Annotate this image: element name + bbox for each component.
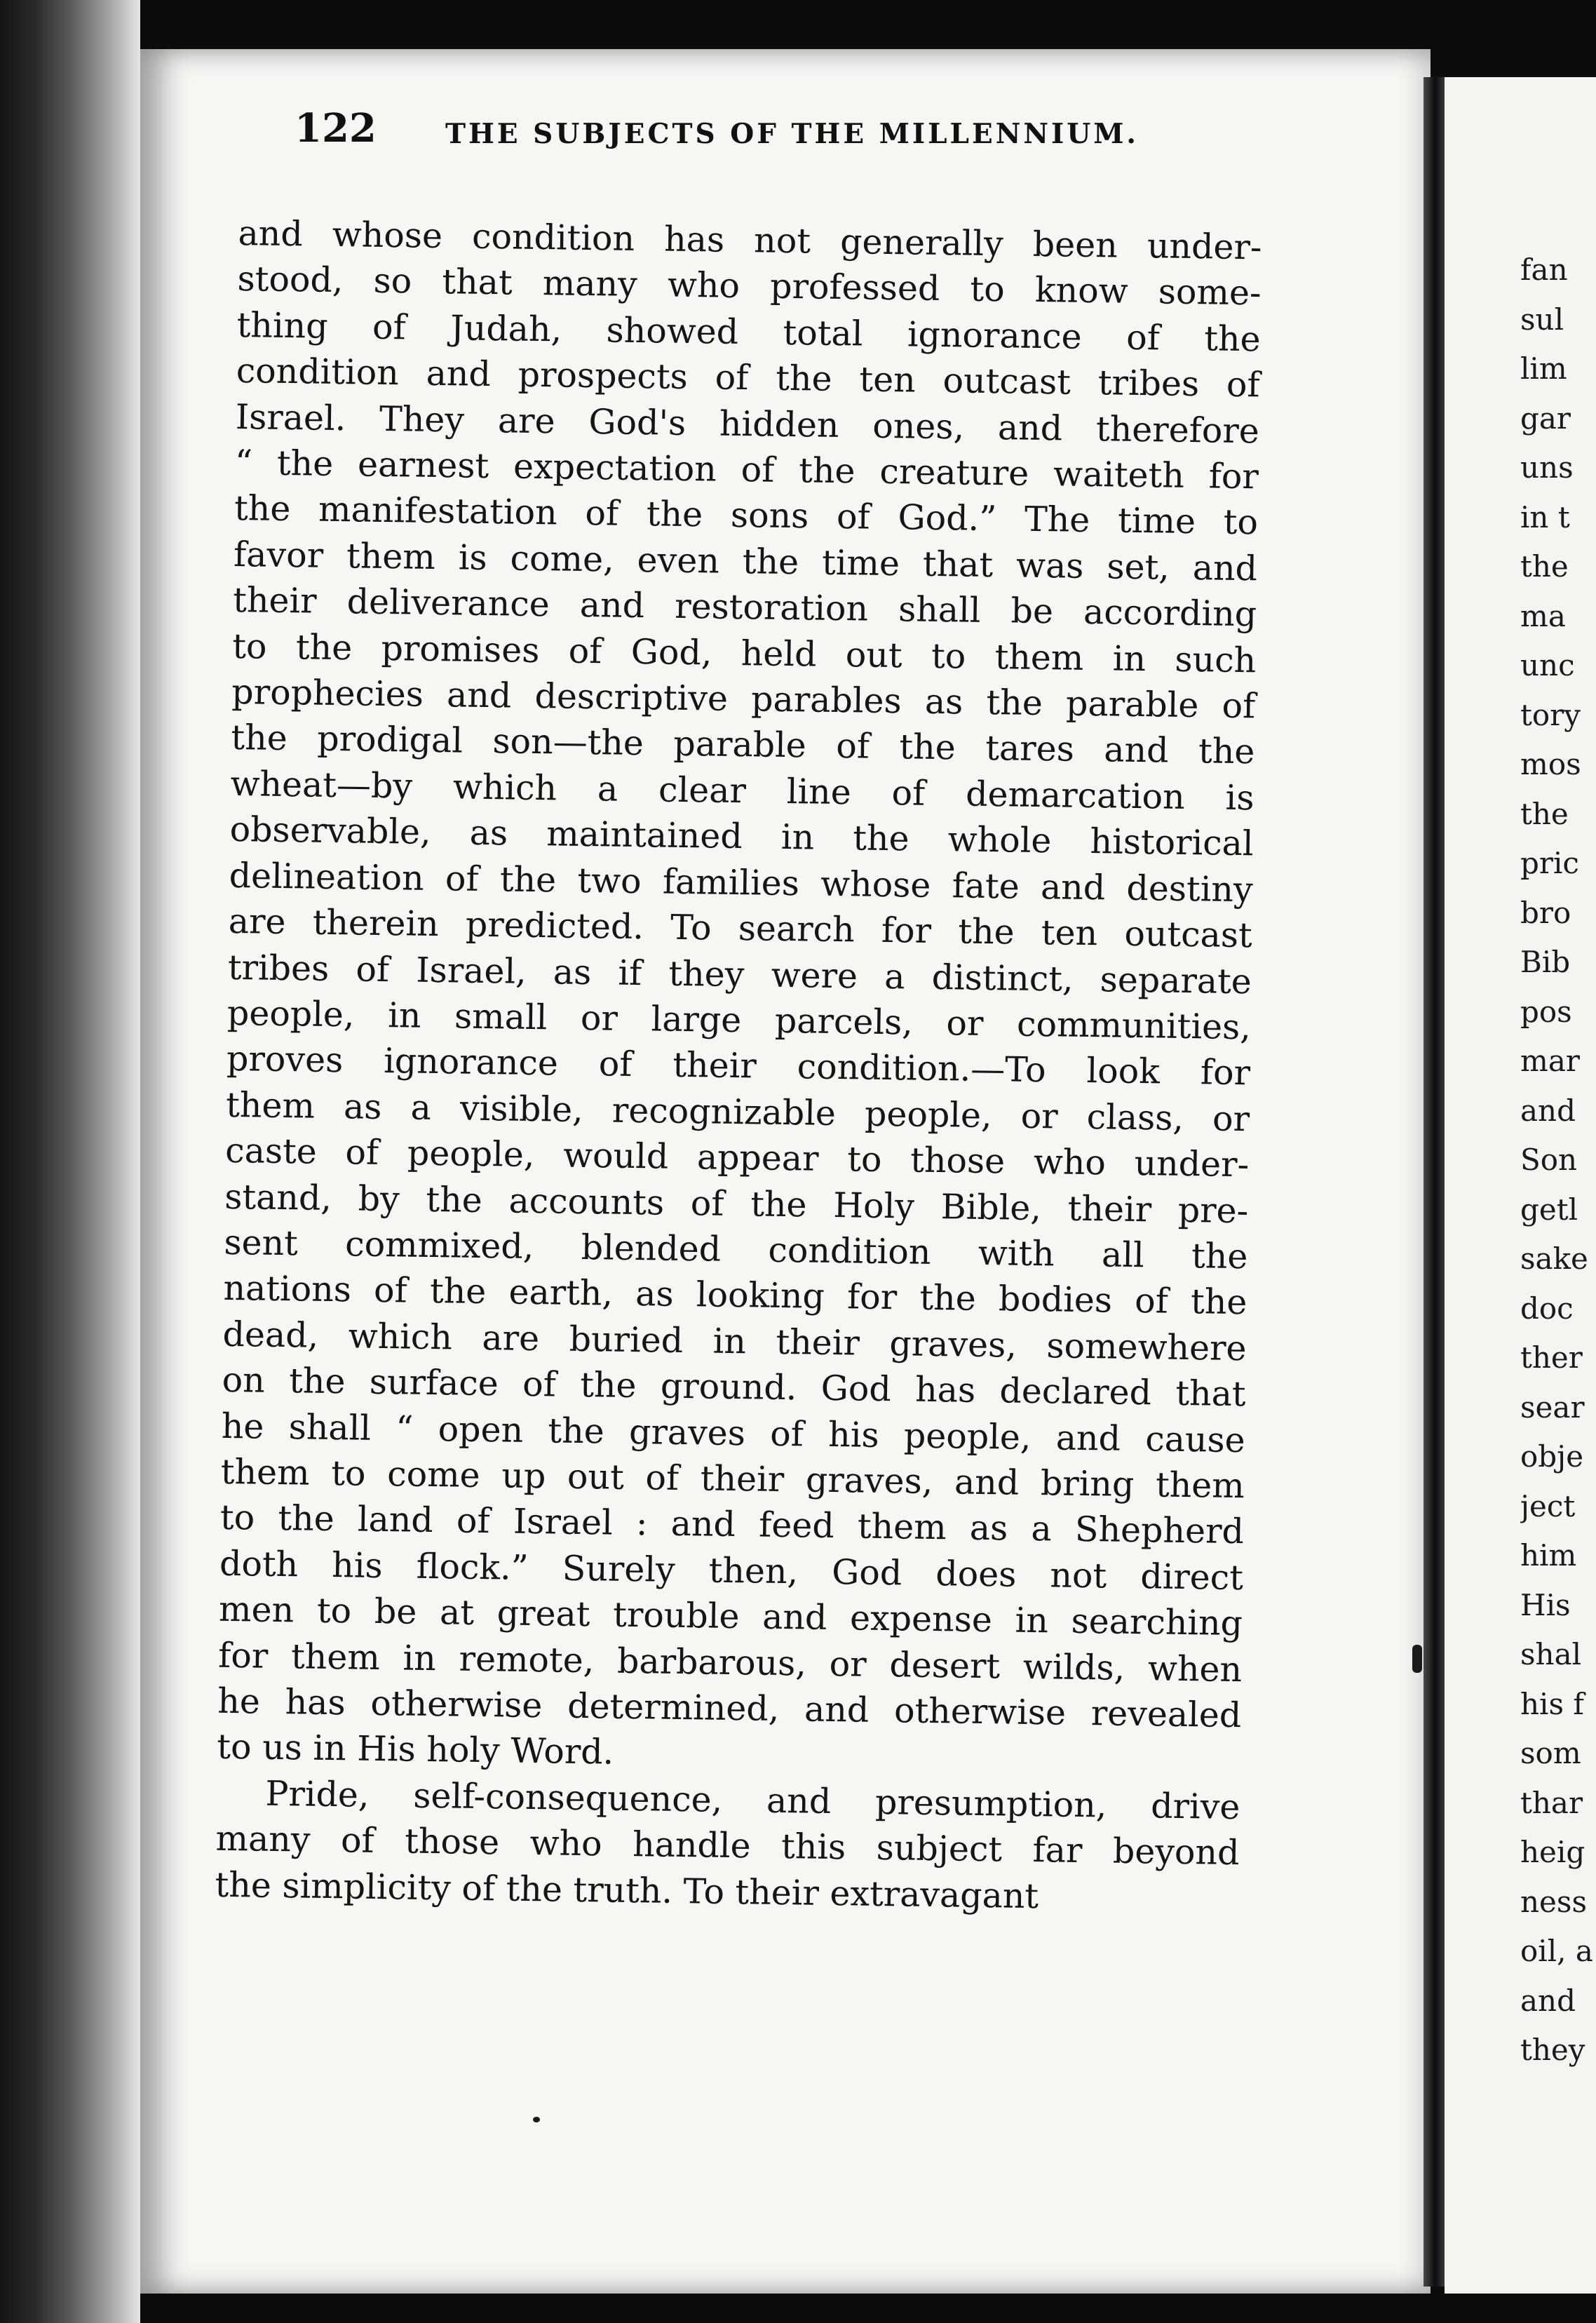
facing-line-fragment: Son (1520, 1143, 1578, 1177)
facing-line-fragment: ness (1520, 1884, 1588, 1919)
text-line: for them in remote, barbarous, or desert wilds, when (217, 1635, 1243, 1690)
text-line: the simplicity of the truth. To their extravagant (215, 1864, 1039, 1916)
paragraph-2 (215, 1770, 1240, 1923)
running-head (295, 105, 1220, 168)
facing-line-fragment: and (1520, 1093, 1576, 1128)
facing-line-fragment: him (1520, 1538, 1577, 1573)
text-line: sent commixed, blended condition with all the (224, 1222, 1248, 1277)
text-line: thing of Judah, showed total ignorance of the (236, 304, 1261, 360)
facing-line-fragment: heig (1520, 1835, 1585, 1869)
paragraph-1 (217, 210, 1262, 1784)
facing-line-fragment: ma (1520, 598, 1566, 633)
text-line: nations of the earth, as looking for the bodies of the (223, 1268, 1247, 1323)
facing-line-fragment: thar (1520, 1785, 1583, 1820)
text-line: stand, by the accounts of the Holy Bible, their pre- (224, 1176, 1249, 1231)
text-line: condition and prospects of the ten outcast tribes of (236, 351, 1261, 405)
facing-line-fragment: shal (1520, 1637, 1582, 1671)
ink-speck (533, 2117, 540, 2122)
facing-line-fragment: oil, a (1520, 1934, 1593, 1968)
text-line: tribes of Israel, as if they were a distinct, separate (227, 947, 1252, 1002)
text-line: prophecies and descriptive parables as the parable of (231, 671, 1256, 727)
text-line: favor them is come, even the time that was set, and (233, 534, 1258, 589)
text-line: proves ignorance of their condition.—To look for (226, 1039, 1251, 1093)
text-line: he has otherwise determined, and otherwise revealed (217, 1681, 1242, 1736)
text-line: delineation of the two families whose fate and destiny (229, 855, 1254, 910)
facing-line-fragment: som (1520, 1736, 1581, 1770)
facing-line-fragment: pric (1520, 846, 1579, 880)
text-line: he shall “ open the graves of his people, and cause (221, 1406, 1246, 1460)
facing-line-fragment: sake (1520, 1241, 1588, 1276)
body-text (215, 210, 1262, 1922)
facing-page-text (1520, 245, 1596, 2075)
text-line: them to come up out of their graves, and bring them (220, 1451, 1245, 1507)
facing-line-fragment: uns (1520, 450, 1574, 485)
facing-line-fragment: doc (1520, 1291, 1574, 1326)
text-line: people, in small or large parcels, or communities, (226, 992, 1252, 1048)
text-line: to us in His holy Word. (217, 1727, 614, 1773)
facing-line-fragment: bro (1520, 895, 1571, 930)
text-line: Israel. They are God's hidden ones, and therefore (235, 396, 1260, 451)
facing-line-fragment: and (1520, 1983, 1576, 2018)
facing-line-fragment: the (1520, 549, 1569, 584)
facing-line-fragment: lim (1520, 351, 1567, 386)
facing-line-fragment: gar (1520, 400, 1571, 436)
text-line: their deliverance and restoration shall be according (232, 580, 1257, 635)
text-line: to the promises of God, held out to them in such (231, 626, 1257, 680)
facing-line-fragment: ject (1520, 1488, 1576, 1523)
text-line: and whose condition has not generally been under- (238, 213, 1262, 268)
facing-line-fragment: getl (1520, 1192, 1578, 1227)
facing-line-fragment: mar (1520, 1044, 1580, 1078)
text-line: to the land of Israel : and feed them as a Shepherd (219, 1497, 1245, 1552)
ink-speck (1412, 1645, 1422, 1673)
page-gutter (1423, 77, 1445, 2287)
page-number: 122 (295, 105, 377, 152)
facing-line-fragment: tory (1520, 697, 1581, 732)
facing-line-fragment: sul (1520, 302, 1564, 337)
text-line: “ the earnest expectation of the creature waiteth for (234, 442, 1259, 497)
facing-line-fragment: mos (1520, 747, 1581, 781)
text-line: the prodigal son—the parable of the tares and the (231, 718, 1255, 772)
facing-line-fragment: in t (1520, 499, 1570, 534)
facing-line-fragment: fan (1520, 252, 1568, 287)
text-line: men to be at great trouble and expense in searching (218, 1589, 1243, 1644)
text-line: them as a visible, recognizable people, or class, or (225, 1084, 1250, 1139)
facing-line-fragment: sear (1520, 1389, 1585, 1425)
text-line: observable, as maintained in the whole historical (229, 809, 1254, 864)
facing-line-fragment: His (1520, 1587, 1571, 1622)
facing-line-fragment: the (1520, 796, 1569, 831)
text-line: are therein predicted. To search for the ten outcast (228, 901, 1253, 956)
text-line: the manifestation of the sons of God.” The time to (234, 488, 1259, 543)
facing-line-fragment: his f (1520, 1686, 1584, 1721)
text-line: stood, so that many who professed to know some- (237, 259, 1262, 314)
facing-line-fragment: they (1520, 2033, 1585, 2067)
text-line: dead, which are buried in their graves, somewhere (222, 1314, 1247, 1368)
facing-line-fragment: ther (1520, 1340, 1583, 1375)
text-line: doth his flock.” Surely then, God does not direct (219, 1543, 1244, 1598)
running-head-title: THE SUBJECTS OF THE MILLENNIUM. (445, 118, 1139, 150)
facing-line-fragment: obje (1520, 1439, 1584, 1474)
text-line: wheat—by which a clear line of demarcation is (230, 763, 1255, 819)
facing-line-fragment: pos (1520, 994, 1572, 1029)
book-spine-edge (0, 0, 140, 2323)
text-line: Pride, self-consequence, and presumption, drive (265, 1773, 1240, 1827)
facing-line-fragment: Bib (1520, 945, 1571, 979)
text-line: on the surface of the ground. God has declared that (222, 1359, 1246, 1415)
text-line: caste of people, would appear to those who under- (224, 1130, 1250, 1185)
text-line: many of those who handle this subject far beyond (215, 1818, 1240, 1873)
facing-line-fragment: unc (1520, 648, 1575, 682)
